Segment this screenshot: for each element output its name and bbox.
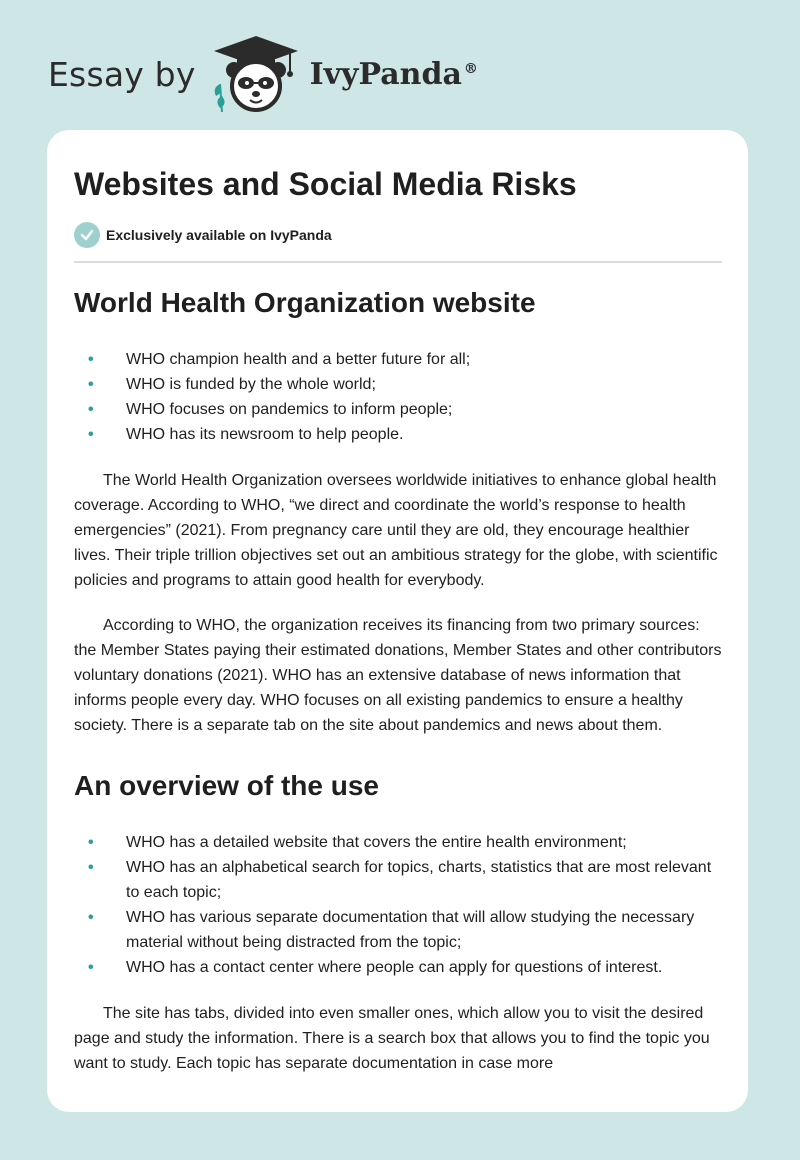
body-paragraph: According to WHO, the organization receives its financing from two primary sources: the Member States paying their estimated donations, Member States and other contributors voluntary donations (2021). WHO has an extensive database of news information that informs people every day. WHO focuses on all existing pandemics to ensure a healthy society. There is a separate tab on the site about pandemics and news about them.	[74, 617, 722, 734]
bullet-list	[74, 830, 722, 980]
bullet-icon: •	[88, 959, 94, 976]
bullet-list	[74, 347, 722, 447]
site-brand[interactable]	[48, 34, 478, 114]
body-paragraph: The World Health Organization oversees worldwide initiatives to enhance global health coverage. According to WHO, “we direct and coordinate the world’s response to health emergencies” (2021). From pregnancy care until they are old, they encourage healthier lives. Their triple trillion objectives set out an ambitious strategy for the globe, with scientific policies and programs to attain good health for everybody.	[74, 472, 718, 589]
bullet-icon: •	[88, 351, 94, 368]
list-item: • WHO has an alphabetical search for topics, charts, statistics that are most relevant to each topic;	[74, 855, 722, 905]
list-item: • WHO has various separate documentation that will allow studying the necessary material without being distracted from the topic;	[74, 905, 722, 955]
bullet-icon: •	[88, 376, 94, 393]
section-heading: World Health Organization website	[74, 287, 536, 318]
brand-prefix: Essay by	[48, 54, 196, 94]
panda-logo-icon	[210, 34, 302, 114]
bullet-icon: •	[88, 909, 94, 926]
exclusive-badge-text: Exclusively available on IvyPanda	[106, 227, 332, 243]
exclusive-badge	[74, 222, 722, 248]
bullet-icon: •	[88, 859, 94, 876]
list-item: • WHO focuses on pandemics to inform people;	[74, 397, 722, 422]
bullet-icon: •	[88, 401, 94, 418]
bullet-icon: •	[88, 426, 94, 443]
list-item: • WHO has its newsroom to help people.	[74, 422, 722, 447]
list-item: • WHO has a contact center where people can apply for questions of interest.	[74, 955, 722, 980]
list-item: • WHO is funded by the whole world;	[74, 372, 722, 397]
body-paragraph: The site has tabs, divided into even smaller ones, which allow you to visit the desired page and study the information. There is a search box that allows you to find the topic you want to study. Each topic has separate documentation in case more	[74, 1005, 710, 1072]
title-divider	[74, 261, 722, 263]
brand-name: IvyPanda ®	[309, 56, 478, 92]
list-item: • WHO has a detailed website that covers the entire health environment;	[74, 830, 722, 855]
essay-title: Websites and Social Media Risks	[74, 166, 577, 202]
check-icon	[74, 222, 100, 248]
list-item: • WHO champion health and a better future for all;	[74, 347, 722, 372]
essay-card	[47, 130, 748, 1112]
section-heading: An overview of the use	[74, 770, 379, 801]
bullet-icon: •	[88, 834, 94, 851]
